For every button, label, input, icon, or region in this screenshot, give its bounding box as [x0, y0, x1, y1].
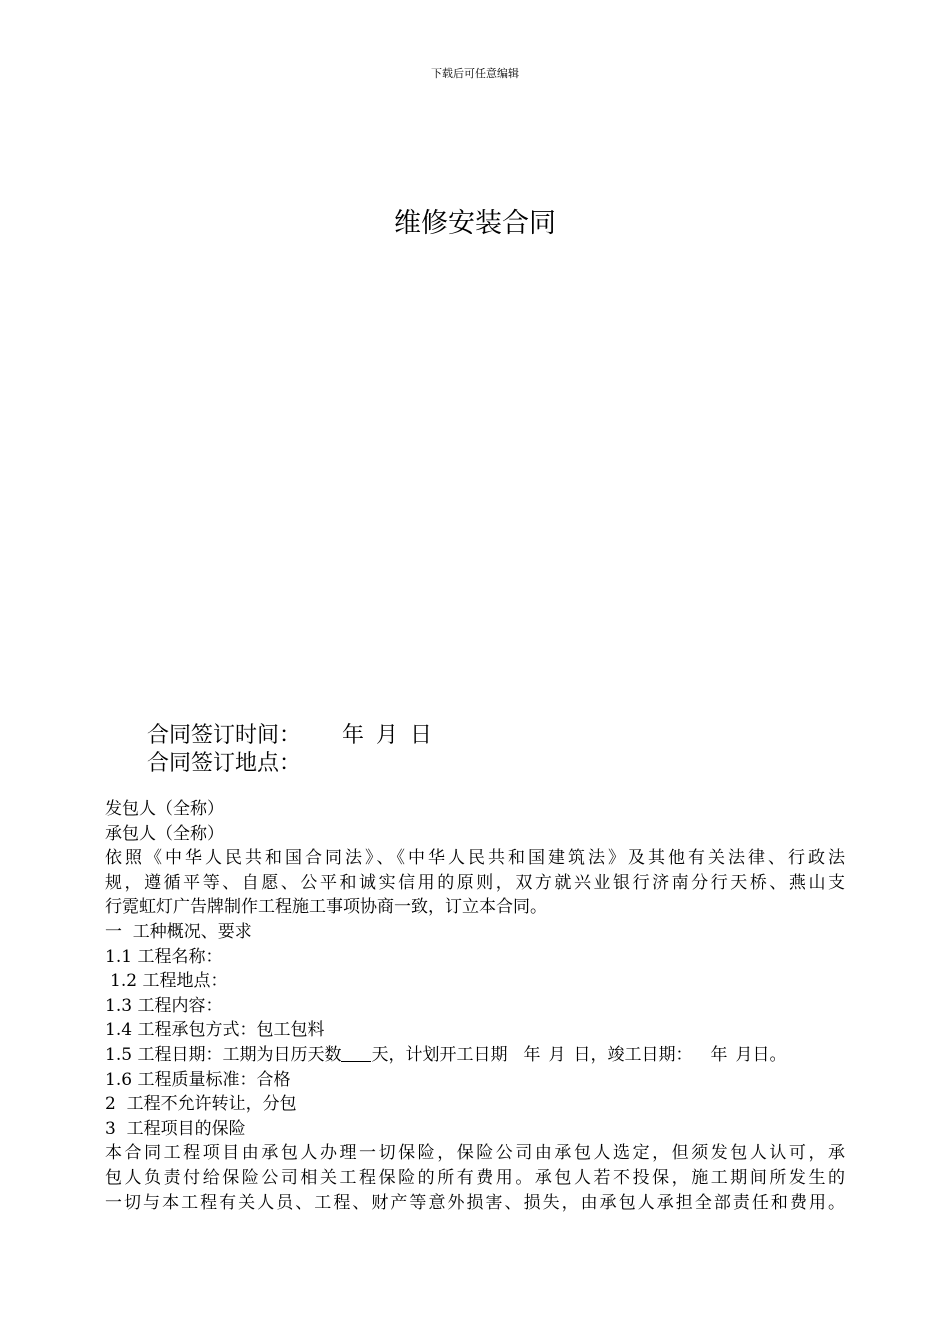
- start-year: 年: [523, 1044, 541, 1065]
- employer-line: 发包人（全称）: [105, 799, 224, 819]
- section-1-title: 一 工种概况、要求: [105, 921, 252, 942]
- intro-line-2: 规，遵循平等、自愿、公平和诚实信用的原则，双方就兴业银行济南分行天桥、燕山支: [105, 872, 845, 893]
- signing-place-label: 合同签订地点：: [146, 751, 301, 776]
- end-year: 年: [710, 1044, 728, 1065]
- item-1-5: [105, 1043, 845, 1068]
- insurance-line-2: 包人负责付给保险公司相关工程保险的所有费用。承包人若不投保，施工期间所发生的: [105, 1167, 845, 1188]
- insurance-line-1: 本合同工程项目由承包人办理一切保险，保险公司由承包人选定，但须发包人认可，承: [105, 1143, 845, 1164]
- item-1-5-prefix: 1.5 工程日期：工期为日历天数: [105, 1044, 342, 1065]
- item-1-5-days-unit: 天，计划开工日期: [371, 1044, 508, 1065]
- signing-month: 月: [375, 723, 398, 748]
- item-1-2: 1.2 工程地点：: [110, 971, 228, 992]
- signing-year: 年: [341, 723, 364, 748]
- signing-time-line: [105, 694, 433, 748]
- item-1-4: 1.4 工程承包方式：包工包料: [105, 1020, 325, 1041]
- header-note: 下载后可任意编辑: [431, 67, 519, 80]
- contractor-line: 承包人（全称）: [105, 823, 224, 844]
- start-day-completion: 日，竣工日期：: [573, 1044, 693, 1065]
- signing-time-label: 合同签订时间：: [146, 723, 301, 748]
- section-2: 2 工程不允许转让，分包: [105, 1094, 297, 1115]
- contract-title: 维修安装合同: [394, 208, 556, 239]
- section-3: 3 工程项目的保险: [105, 1118, 246, 1139]
- insurance-line-3: 一切与本工程有关人员、工程、财产等意外损害、损失，由承包人承担全部责任和费用。: [105, 1192, 845, 1213]
- end-month-day: 月日。: [735, 1044, 787, 1065]
- signing-day: 日: [410, 723, 433, 748]
- item-1-6: 1.6 工程质量标准：合格: [105, 1069, 291, 1090]
- contract-body: [105, 797, 845, 1215]
- item-1-3: 1.3 工程内容：: [105, 995, 223, 1016]
- days-blank: [341, 1044, 371, 1062]
- intro-line-1: 依照《中华人民共和国合同法》、《中华人民共和国建筑法》及其他有关法律、行政法: [105, 848, 845, 869]
- item-1-1: 1.1 工程名称：: [105, 946, 223, 967]
- intro-line-3: 行霓虹灯广告牌制作工程施工事项协商一致，订立本合同。: [105, 897, 547, 918]
- signing-info: [105, 694, 433, 776]
- start-month: 月: [548, 1044, 566, 1065]
